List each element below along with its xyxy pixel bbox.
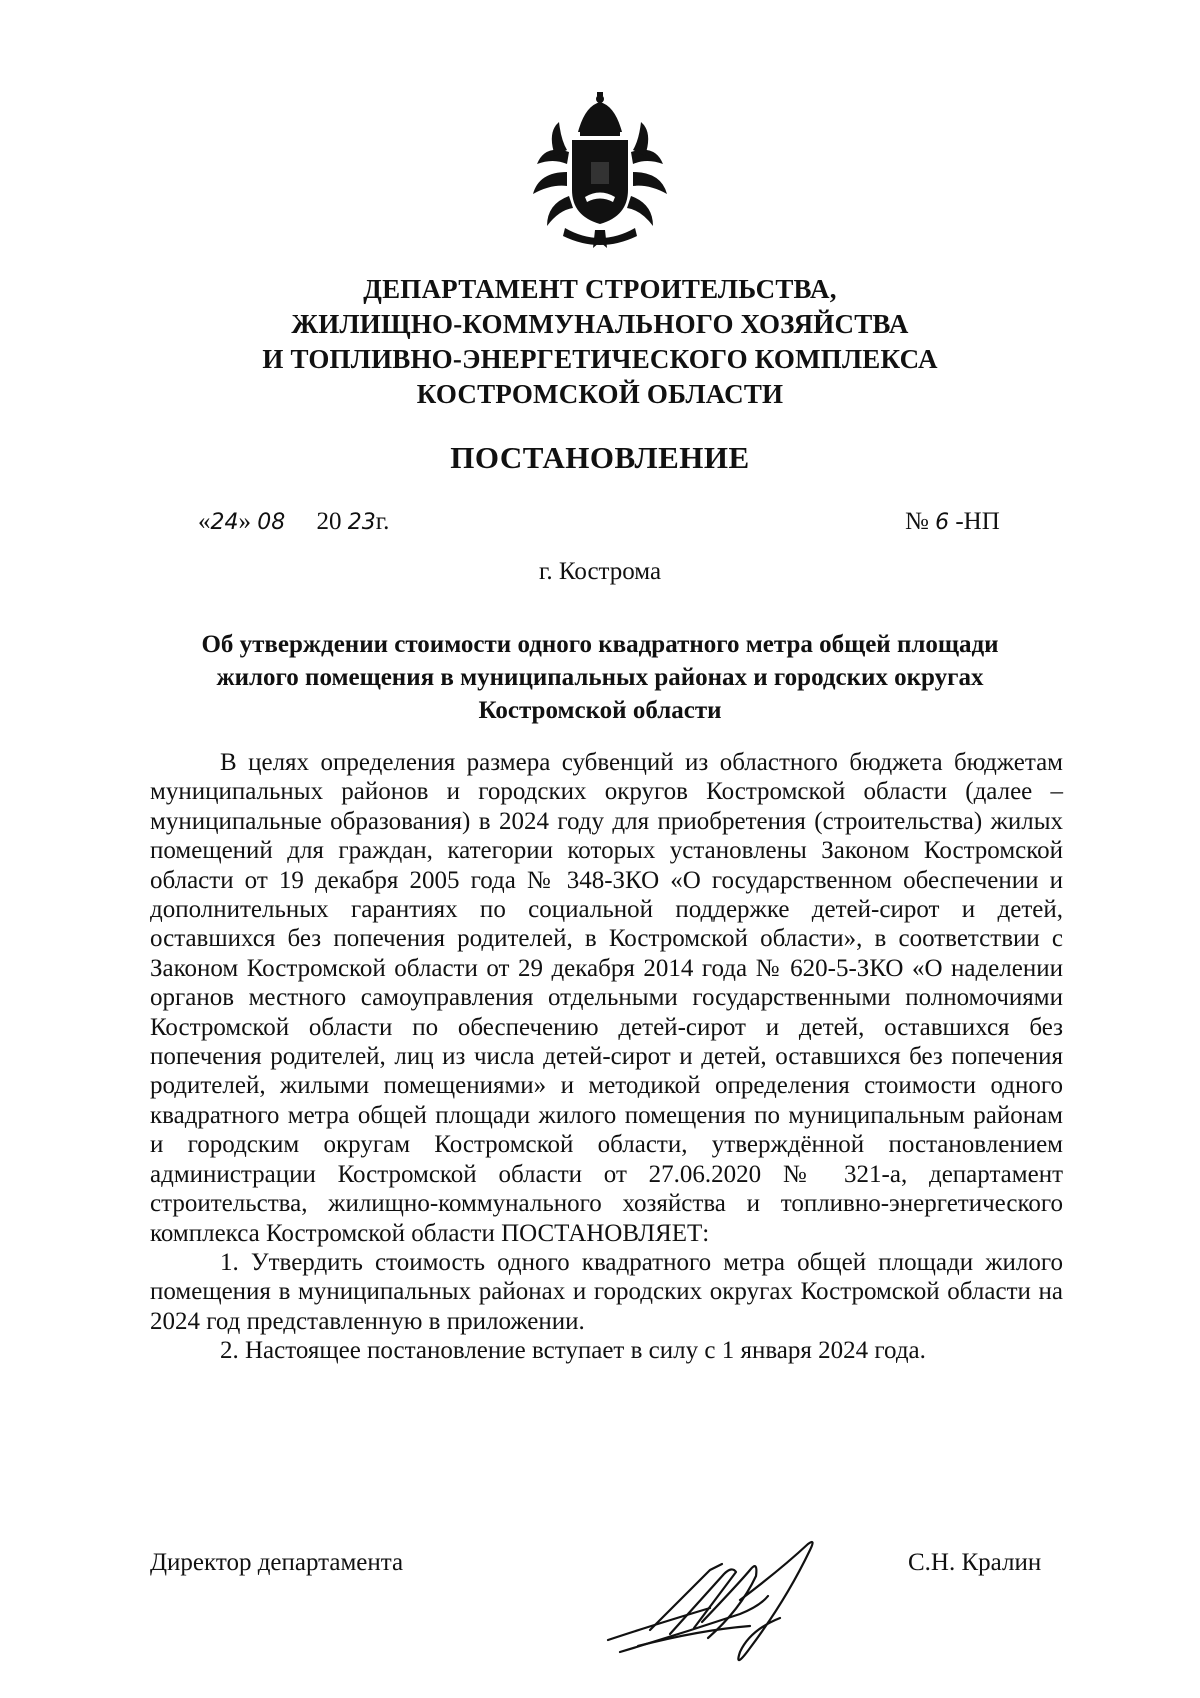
date-month: 08 xyxy=(257,510,286,535)
coat-of-arms-icon xyxy=(525,92,675,252)
signatory-name: С.Н. Кралин xyxy=(908,1549,1042,1576)
document-date xyxy=(198,508,389,536)
department-line: И ТОПЛИВНО-ЭНЕРГЕТИЧЕСКОГО КОМПЛЕКСА xyxy=(262,344,938,374)
date-year-mark: г. xyxy=(375,508,390,535)
clause-paragraph: 1. Утвердить стоимость одного квадратного метра общей площади жилого помещения в муниципальных районах и городских округах Костромской области на 2024 год представленную в приложении. xyxy=(150,1248,1063,1335)
clause-paragraph: 2. Настоящее постановление вступает в силу с 1 января 2024 года. xyxy=(220,1337,926,1365)
document-body xyxy=(150,748,1063,1366)
department-name xyxy=(150,272,1050,412)
date-day: 24 xyxy=(210,510,239,535)
subject-line: Об утверждении стоимости одного квадратного метра общей площади xyxy=(201,631,999,658)
number-prefix: № xyxy=(905,508,929,535)
document-city: г. Кострома xyxy=(538,558,662,585)
number-value: 6 xyxy=(935,510,950,535)
number-suffix: -НП xyxy=(955,508,1000,535)
subject-line: жилого помещения в муниципальных районах и городских округах xyxy=(216,664,984,691)
department-line: ДЕПАРТАМЕНТ СТРОИТЕЛЬСТВА, xyxy=(363,274,837,304)
signatory-title: Директор департамента xyxy=(150,1549,404,1576)
department-line: КОСТРОМСКОЙ ОБЛАСТИ xyxy=(416,379,784,409)
document-type-title: ПОСТАНОВЛЕНИЕ xyxy=(450,440,750,475)
document-subject xyxy=(150,628,1050,727)
document-number xyxy=(905,508,1000,536)
date-year-prefix: 20 xyxy=(316,508,342,535)
signature-icon xyxy=(590,1530,850,1680)
date-year-suffix: 23 xyxy=(347,510,376,535)
preamble-paragraph: В целях определения размера субвенций из областного бюджета бюджетам муниципальных районов и городских округов Костромской области (далее – муниципальные образования) в 2024 году для приобретения (строительства) жилых помещений для граждан, категории которых установлены Законом Костромской области от 19 декабря 2005 года № 348-ЗКО «О государственном обеспечении и дополнительных гарантиях по социальной поддержке детей-сирот и детей, оставшихся без попечения родителей, в Костромской области», в соответствии с Законом Костромской области от 29 декабря 2014 года № 620-5-ЗКО «О наделении органов местного самоуправления отдельными государственными полномочиями Костромской области по обеспечению детей-сирот и детей, оставшихся без попечения родителей, лиц из числа детей-сирот и детей, оставшихся без попечения родителей, жилыми помещениями» и методикой определения стоимости одного квадратного метра общей площади жилого помещения по муниципальным районам и городским округам Костромской области, утверждённой постановлением администрации Костромской области от 27.06.2020 № 321-а, департамент строительства, жилищно-коммунального хозяйства и топливно-энергетического комплекса Костромской области ПОСТАНОВЛЯЕТ: xyxy=(150,749,1063,1247)
subject-line: Костромской области xyxy=(478,697,722,724)
date-open-quote: « xyxy=(198,508,211,535)
department-line: ЖИЛИЩНО-КОММУНАЛЬНОГО ХОЗЯЙСТВА xyxy=(291,309,909,339)
date-close-quote: » xyxy=(238,508,251,535)
